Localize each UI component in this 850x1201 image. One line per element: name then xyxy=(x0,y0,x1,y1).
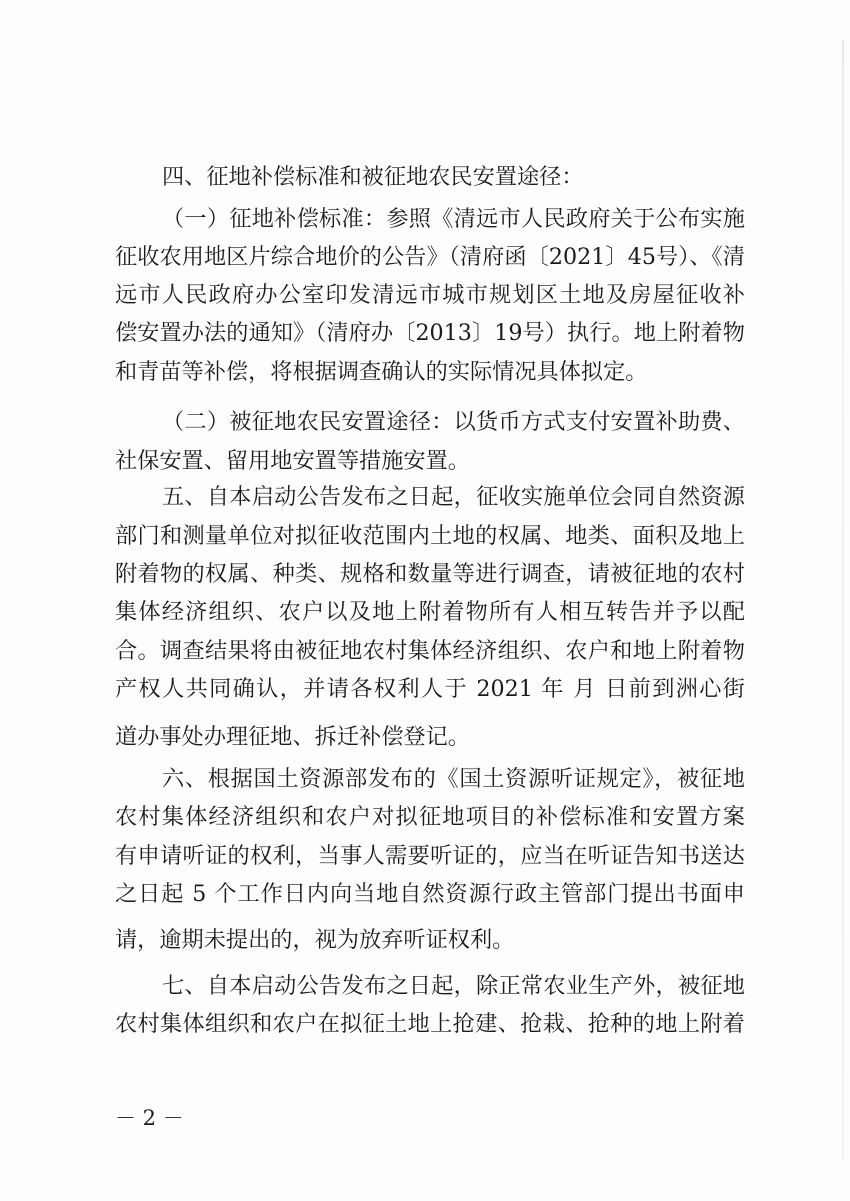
section-4-heading: 四、征地补偿标准和被征地农民安置途径： xyxy=(162,164,584,190)
section-7-line: 七、自本启动公告发布之日起，除正常农业生产外，被征地 xyxy=(162,973,745,999)
paragraph-line: 远市人民政府办公室印发清远市城市规划区土地及房屋征收补 xyxy=(115,282,745,308)
page-number: － 2 － xyxy=(115,1106,184,1130)
paragraph-line: 农村集体经济组织和农户对拟征地项目的补偿标准和安置方案 xyxy=(115,804,745,830)
paragraph-line: （二）被征地农民安置途径：以货币方式支付安置补助费、 xyxy=(162,409,745,435)
paragraph-line: 部门和测量单位对拟征收范围内土地的权属、地类、面积及地上 xyxy=(115,523,745,549)
paragraph-line: 和青苗等补偿，将根据调查确认的实际情况具体拟定。 xyxy=(115,359,648,385)
paragraph-line: 之日起 5 个工作日内向当地自然资源行政主管部门提出书面申 xyxy=(115,881,745,907)
paragraph-line: 附着物的权属、种类、规格和数量等进行调查，请被征地的农村 xyxy=(115,561,745,587)
paragraph-line: 有申请听证的权利，当事人需要听证的，应当在听证告知书送达 xyxy=(115,843,745,869)
paragraph-line: 征收农用地区片综合地价的公告》（清府函〔2021〕45号）、《清 xyxy=(115,244,745,270)
paragraph-line: （一）征地补偿标准：参照《清远市人民政府关于公布实施 xyxy=(162,206,745,232)
paragraph-line: 偿安置办法的通知》（清府办〔2013〕19号）执行。地上附着物 xyxy=(115,320,745,346)
paragraph-line: 道办事处办理征地、拆迁补偿登记。 xyxy=(115,724,470,750)
paragraph-line: 合。调查结果将由被征地农村集体经济组织、农户和地上附着物 xyxy=(115,638,745,664)
section-6-line: 六、根据国土资源部发布的《国土资源听证规定》，被征地 xyxy=(162,766,745,792)
section-5-line: 五、自本启动公告发布之日起，征收实施单位会同自然资源 xyxy=(162,484,745,510)
paragraph-line: 产权人共同确认，并请各权利人于 2021 年 月 日前到洲心街 xyxy=(115,676,745,702)
paragraph-line: 社保安置、留用地安置等措施安置。 xyxy=(115,448,470,474)
paragraph-line: 请，逾期未提出的，视为放弃听证权利。 xyxy=(115,927,515,953)
paragraph-line: 农村集体组织和农户在拟征土地上抢建、抢栽、抢种的地上附着 xyxy=(115,1011,745,1037)
paragraph-line: 集体经济组织、农户以及地上附着物所有人相互转告并予以配 xyxy=(115,599,745,625)
scan-edge-shadow xyxy=(842,40,844,1160)
